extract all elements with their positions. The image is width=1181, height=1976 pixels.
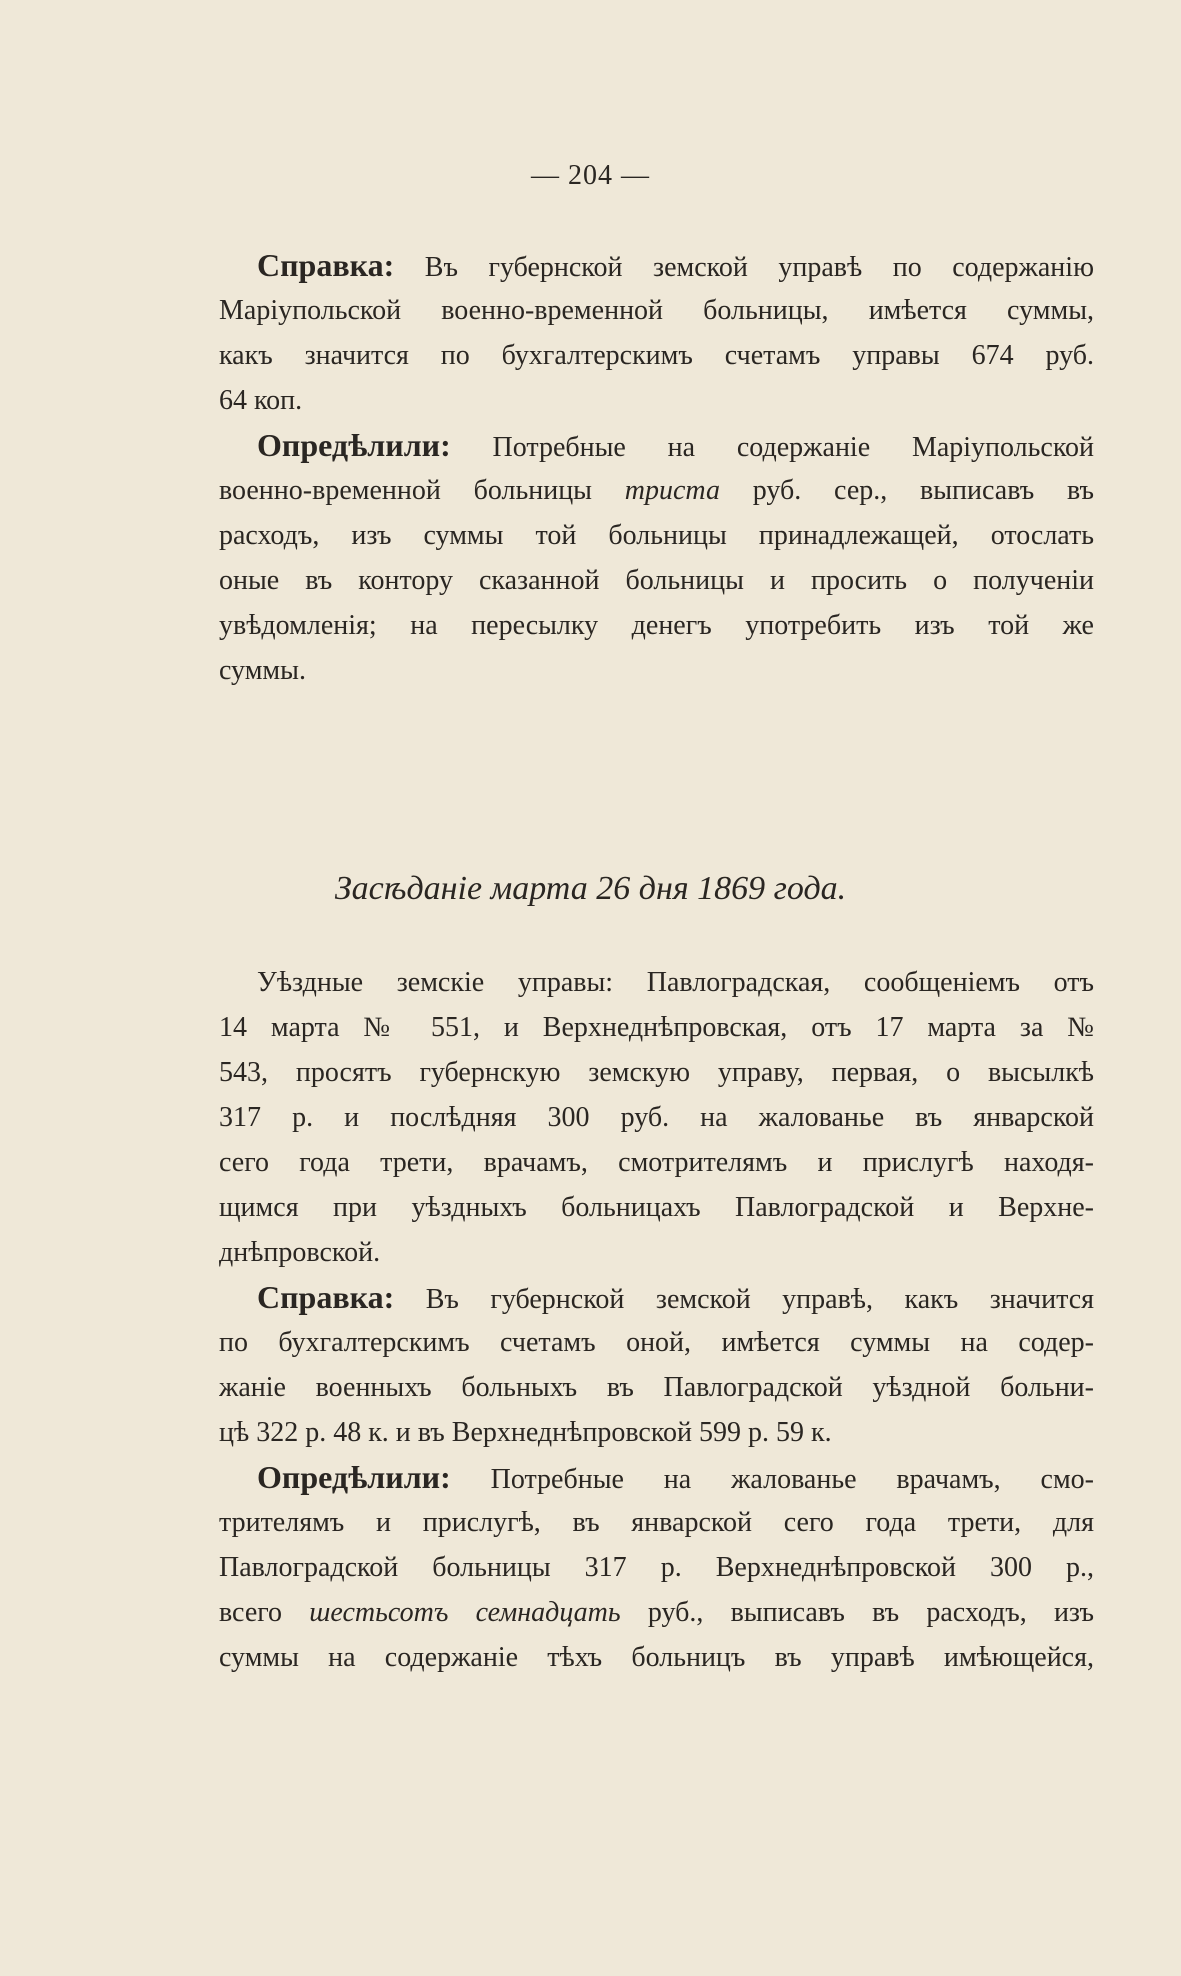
line-text: щимся при уѣздныхъ больницахъ Павлоградской и Верхне- [219, 1192, 1094, 1223]
text-line [219, 1185, 1094, 1230]
text-line [219, 423, 1094, 468]
text-line [219, 1590, 1094, 1635]
line-text: Потребные на содержаніе Маріупольской [450, 432, 1094, 463]
text-line [219, 1050, 1094, 1095]
text-line [219, 333, 1094, 378]
page-number: — 204 — [531, 160, 650, 191]
section-2-body [219, 960, 1094, 1680]
line-text: увѣдомленія; на пересылку денегъ употребить изъ той же [219, 610, 1094, 641]
line-text: трителямъ и прислугѣ, въ январской сего года трети, для [219, 1507, 1094, 1538]
text-line [219, 468, 1094, 513]
line-text: цѣ 322 р. 48 к. и въ Верхнеднѣпровской 599 р. 59 к. [219, 1417, 832, 1448]
line-text: 543, просятъ губернскую земскую управу, первая, о высылкѣ [219, 1057, 1094, 1088]
line-text: Маріупольской военно-временной больницы, имѣется суммы, [219, 295, 1094, 326]
line-text: руб., выписавъ въ расходъ, изъ [620, 1597, 1094, 1628]
text-line [219, 1005, 1094, 1050]
line-text: суммы. [219, 655, 306, 686]
italic-amount: триста [624, 475, 720, 506]
text-line [219, 513, 1094, 558]
section-1-body [219, 243, 1094, 693]
text-line [219, 1095, 1094, 1140]
text-line [219, 1140, 1094, 1185]
italic-amount: шестьсотъ семнадцать [309, 1597, 621, 1628]
text-line [219, 1410, 1094, 1455]
text-line [219, 1320, 1094, 1365]
text-line [219, 960, 1094, 1005]
line-text: Павлоградской больницы 317 р. Верхнеднѣпровской 300 р., [219, 1552, 1094, 1583]
line-text: днѣпровской. [219, 1237, 381, 1268]
text-line [219, 1230, 1094, 1275]
text-line [219, 1545, 1094, 1590]
line-text: 64 коп. [219, 385, 303, 416]
paragraph-lead: Опредѣлили: [257, 1459, 451, 1495]
line-text: Потребные на жалованье врачамъ, смо- [450, 1464, 1094, 1495]
line-text: суммы на содержаніе тѣхъ больницъ въ управѣ имѣющейся, [219, 1642, 1094, 1673]
session-heading: Засѣданіе марта 26 дня 1869 года. [334, 870, 847, 907]
line-text: 317 р. и послѣдняя 300 руб. на жалованье въ январской [219, 1102, 1094, 1133]
text-line [219, 1455, 1094, 1500]
line-text: оные въ контору сказанной больницы и просить о полученіи [219, 565, 1094, 596]
line-text: жаніе военныхъ больныхъ въ Павлоградской уѣздной больни- [219, 1372, 1094, 1403]
line-text: по бухгалтерскимъ счетамъ оной, имѣется суммы на содер- [219, 1327, 1094, 1358]
paragraph-lead: Опредѣлили: [257, 427, 451, 463]
text-line [219, 1365, 1094, 1410]
line-text: сего года трети, врачамъ, смотрителямъ и прислугѣ находя- [219, 1147, 1094, 1178]
line-text: руб. сер., выписавъ въ [720, 475, 1094, 506]
text-line [219, 378, 1094, 423]
line-text: Въ губернской земской управѣ по содержанію [394, 252, 1094, 283]
line-text-pre: всего [219, 1597, 310, 1628]
text-line [219, 1275, 1094, 1320]
line-text: Въ губернской земской управѣ, какъ значится [394, 1284, 1094, 1315]
line-text: 14 марта № 551, и Верхнеднѣпровская, отъ 17 марта за № [219, 1012, 1094, 1043]
text-line [219, 1635, 1094, 1680]
text-line [219, 648, 1094, 693]
paragraph-lead: Справка: [257, 1279, 395, 1315]
text-line [219, 288, 1094, 333]
line-text: какъ значится по бухгалтерскимъ счетамъ управы 674 руб. [219, 340, 1094, 371]
text-line [219, 1500, 1094, 1545]
text-line [219, 558, 1094, 603]
text-line [219, 243, 1094, 288]
line-text: Уѣздные земскіе управы: Павлоградская, сообщеніемъ отъ [257, 967, 1094, 998]
text-line [219, 603, 1094, 648]
line-text: расходъ, изъ суммы той больницы принадлежащей, отослать [219, 520, 1094, 551]
line-text-pre: военно-временной больницы [219, 475, 625, 506]
paragraph-lead: Справка: [257, 247, 395, 283]
